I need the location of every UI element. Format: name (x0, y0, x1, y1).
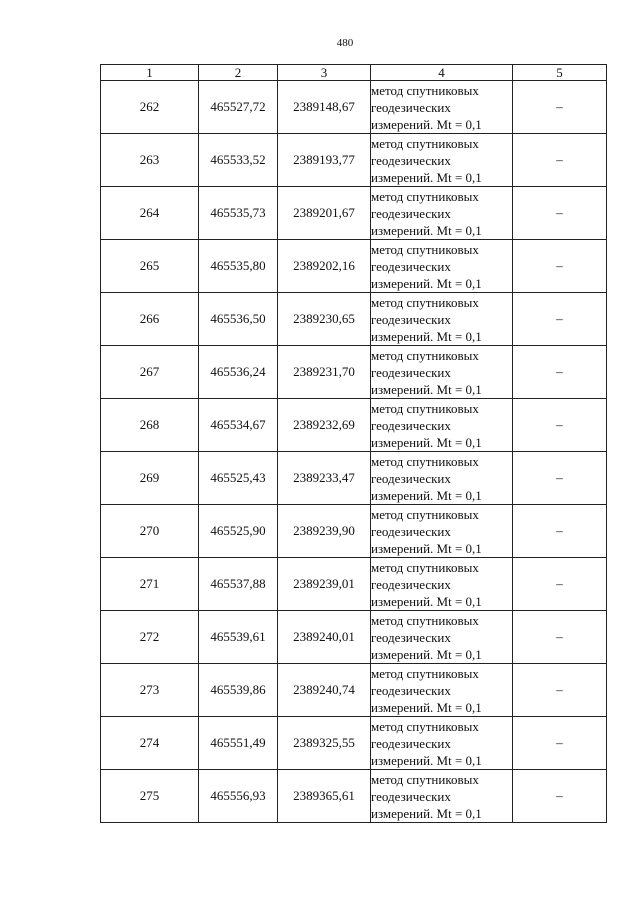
method-line: измерений. Mt = 0,1 (371, 805, 482, 821)
method-line: геодезических (371, 735, 451, 751)
x-coordinate-cell: 465539,86 (199, 664, 278, 717)
y-coordinate-cell: 2389201,67 (278, 187, 371, 240)
method-line: измерений. Mt = 0,1 (371, 593, 482, 609)
column-header-5: 5 (513, 65, 607, 81)
method-cell (371, 240, 513, 293)
table-row (101, 452, 607, 505)
y-coordinate-cell: 2389240,01 (278, 611, 371, 664)
method-cell (371, 505, 513, 558)
description-cell: – (513, 134, 607, 187)
point-number-cell: 273 (101, 664, 199, 717)
x-coordinate-cell: 465535,80 (199, 240, 278, 293)
method-line: геодезических (371, 99, 451, 115)
table-row (101, 187, 607, 240)
method-line: измерений. Mt = 0,1 (371, 116, 482, 132)
method-cell (371, 187, 513, 240)
x-coordinate-cell: 465537,88 (199, 558, 278, 611)
point-number-cell: 262 (101, 81, 199, 134)
x-coordinate-cell: 465534,67 (199, 399, 278, 452)
x-coordinate-cell: 465536,24 (199, 346, 278, 399)
column-header-1: 1 (101, 65, 199, 81)
table-header (101, 65, 607, 81)
method-line: измерений. Mt = 0,1 (371, 752, 482, 768)
method-line: метод спутниковых (371, 82, 479, 98)
method-line: измерений. Mt = 0,1 (371, 540, 482, 556)
method-cell (371, 346, 513, 399)
method-line: метод спутниковых (371, 347, 479, 363)
method-line: измерений. Mt = 0,1 (371, 646, 482, 662)
y-coordinate-cell: 2389202,16 (278, 240, 371, 293)
method-line: геодезических (371, 682, 451, 698)
method-cell (371, 611, 513, 664)
header-row (101, 65, 607, 81)
method-line: метод спутниковых (371, 241, 479, 257)
method-line: геодезических (371, 258, 451, 274)
point-number-cell: 269 (101, 452, 199, 505)
method-line: измерений. Mt = 0,1 (371, 699, 482, 715)
method-line: метод спутниковых (371, 612, 479, 628)
point-number-cell: 270 (101, 505, 199, 558)
method-line: геодезических (371, 576, 451, 592)
table-row (101, 81, 607, 134)
x-coordinate-cell: 465551,49 (199, 717, 278, 770)
method-line: геодезических (371, 470, 451, 486)
y-coordinate-cell: 2389148,67 (278, 81, 371, 134)
method-line: метод спутниковых (371, 135, 479, 151)
method-line: геодезических (371, 788, 451, 804)
column-header-3: 3 (278, 65, 371, 81)
method-line: измерений. Mt = 0,1 (371, 381, 482, 397)
method-cell (371, 452, 513, 505)
method-line: метод спутниковых (371, 400, 479, 416)
y-coordinate-cell: 2389365,61 (278, 770, 371, 823)
description-cell: – (513, 505, 607, 558)
point-number-cell: 267 (101, 346, 199, 399)
table-row (101, 293, 607, 346)
table-row (101, 240, 607, 293)
y-coordinate-cell: 2389230,65 (278, 293, 371, 346)
method-cell (371, 558, 513, 611)
y-coordinate-cell: 2389239,90 (278, 505, 371, 558)
y-coordinate-cell: 2389231,70 (278, 346, 371, 399)
y-coordinate-cell: 2389325,55 (278, 717, 371, 770)
point-number-cell: 263 (101, 134, 199, 187)
method-line: метод спутниковых (371, 665, 479, 681)
method-line: метод спутниковых (371, 771, 479, 787)
table-row (101, 399, 607, 452)
method-cell (371, 399, 513, 452)
method-line: геодезических (371, 417, 451, 433)
description-cell: – (513, 81, 607, 134)
table-row (101, 664, 607, 717)
method-line: измерений. Mt = 0,1 (371, 275, 482, 291)
method-line: метод спутниковых (371, 506, 479, 522)
description-cell: – (513, 346, 607, 399)
method-line: геодезических (371, 152, 451, 168)
method-line: метод спутниковых (371, 188, 479, 204)
description-cell: – (513, 399, 607, 452)
method-line: измерений. Mt = 0,1 (371, 328, 482, 344)
description-cell: – (513, 452, 607, 505)
description-cell: – (513, 770, 607, 823)
x-coordinate-cell: 465556,93 (199, 770, 278, 823)
description-cell: – (513, 611, 607, 664)
description-cell: – (513, 293, 607, 346)
description-cell: – (513, 240, 607, 293)
method-line: геодезических (371, 364, 451, 380)
method-line: геодезических (371, 205, 451, 221)
method-cell (371, 664, 513, 717)
description-cell: – (513, 717, 607, 770)
point-number-cell: 268 (101, 399, 199, 452)
point-number-cell: 265 (101, 240, 199, 293)
point-number-cell: 264 (101, 187, 199, 240)
method-line: метод спутниковых (371, 453, 479, 469)
page-number: 480 (336, 37, 354, 49)
method-line: измерений. Mt = 0,1 (371, 487, 482, 503)
x-coordinate-cell: 465535,73 (199, 187, 278, 240)
x-coordinate-cell: 465527,72 (199, 81, 278, 134)
method-line: метод спутниковых (371, 294, 479, 310)
y-coordinate-cell: 2389239,01 (278, 558, 371, 611)
table-row (101, 134, 607, 187)
method-line: измерений. Mt = 0,1 (371, 169, 482, 185)
method-line: метод спутниковых (371, 559, 479, 575)
y-coordinate-cell: 2389193,77 (278, 134, 371, 187)
table-row (101, 770, 607, 823)
method-cell (371, 770, 513, 823)
y-coordinate-cell: 2389240,74 (278, 664, 371, 717)
method-line: измерений. Mt = 0,1 (371, 434, 482, 450)
x-coordinate-cell: 465533,52 (199, 134, 278, 187)
point-number-cell: 266 (101, 293, 199, 346)
x-coordinate-cell: 465536,50 (199, 293, 278, 346)
method-cell (371, 293, 513, 346)
method-line: метод спутниковых (371, 718, 479, 734)
y-coordinate-cell: 2389232,69 (278, 399, 371, 452)
point-number-cell: 274 (101, 717, 199, 770)
column-header-4: 4 (371, 65, 513, 81)
description-cell: – (513, 558, 607, 611)
x-coordinate-cell: 465525,43 (199, 452, 278, 505)
column-header-2: 2 (199, 65, 278, 81)
point-number-cell: 275 (101, 770, 199, 823)
table-row (101, 717, 607, 770)
description-cell: – (513, 664, 607, 717)
x-coordinate-cell: 465525,90 (199, 505, 278, 558)
method-cell (371, 134, 513, 187)
table-row (101, 346, 607, 399)
method-line: геодезических (371, 523, 451, 539)
point-number-cell: 271 (101, 558, 199, 611)
table-row (101, 505, 607, 558)
method-line: геодезических (371, 311, 451, 327)
table-row (101, 611, 607, 664)
method-line: измерений. Mt = 0,1 (371, 222, 482, 238)
point-number-cell: 272 (101, 611, 199, 664)
method-cell (371, 81, 513, 134)
description-cell: – (513, 187, 607, 240)
method-line: геодезических (371, 629, 451, 645)
coordinates-table (100, 64, 607, 823)
x-coordinate-cell: 465539,61 (199, 611, 278, 664)
table-body (101, 81, 607, 823)
table-row (101, 558, 607, 611)
y-coordinate-cell: 2389233,47 (278, 452, 371, 505)
method-cell (371, 717, 513, 770)
